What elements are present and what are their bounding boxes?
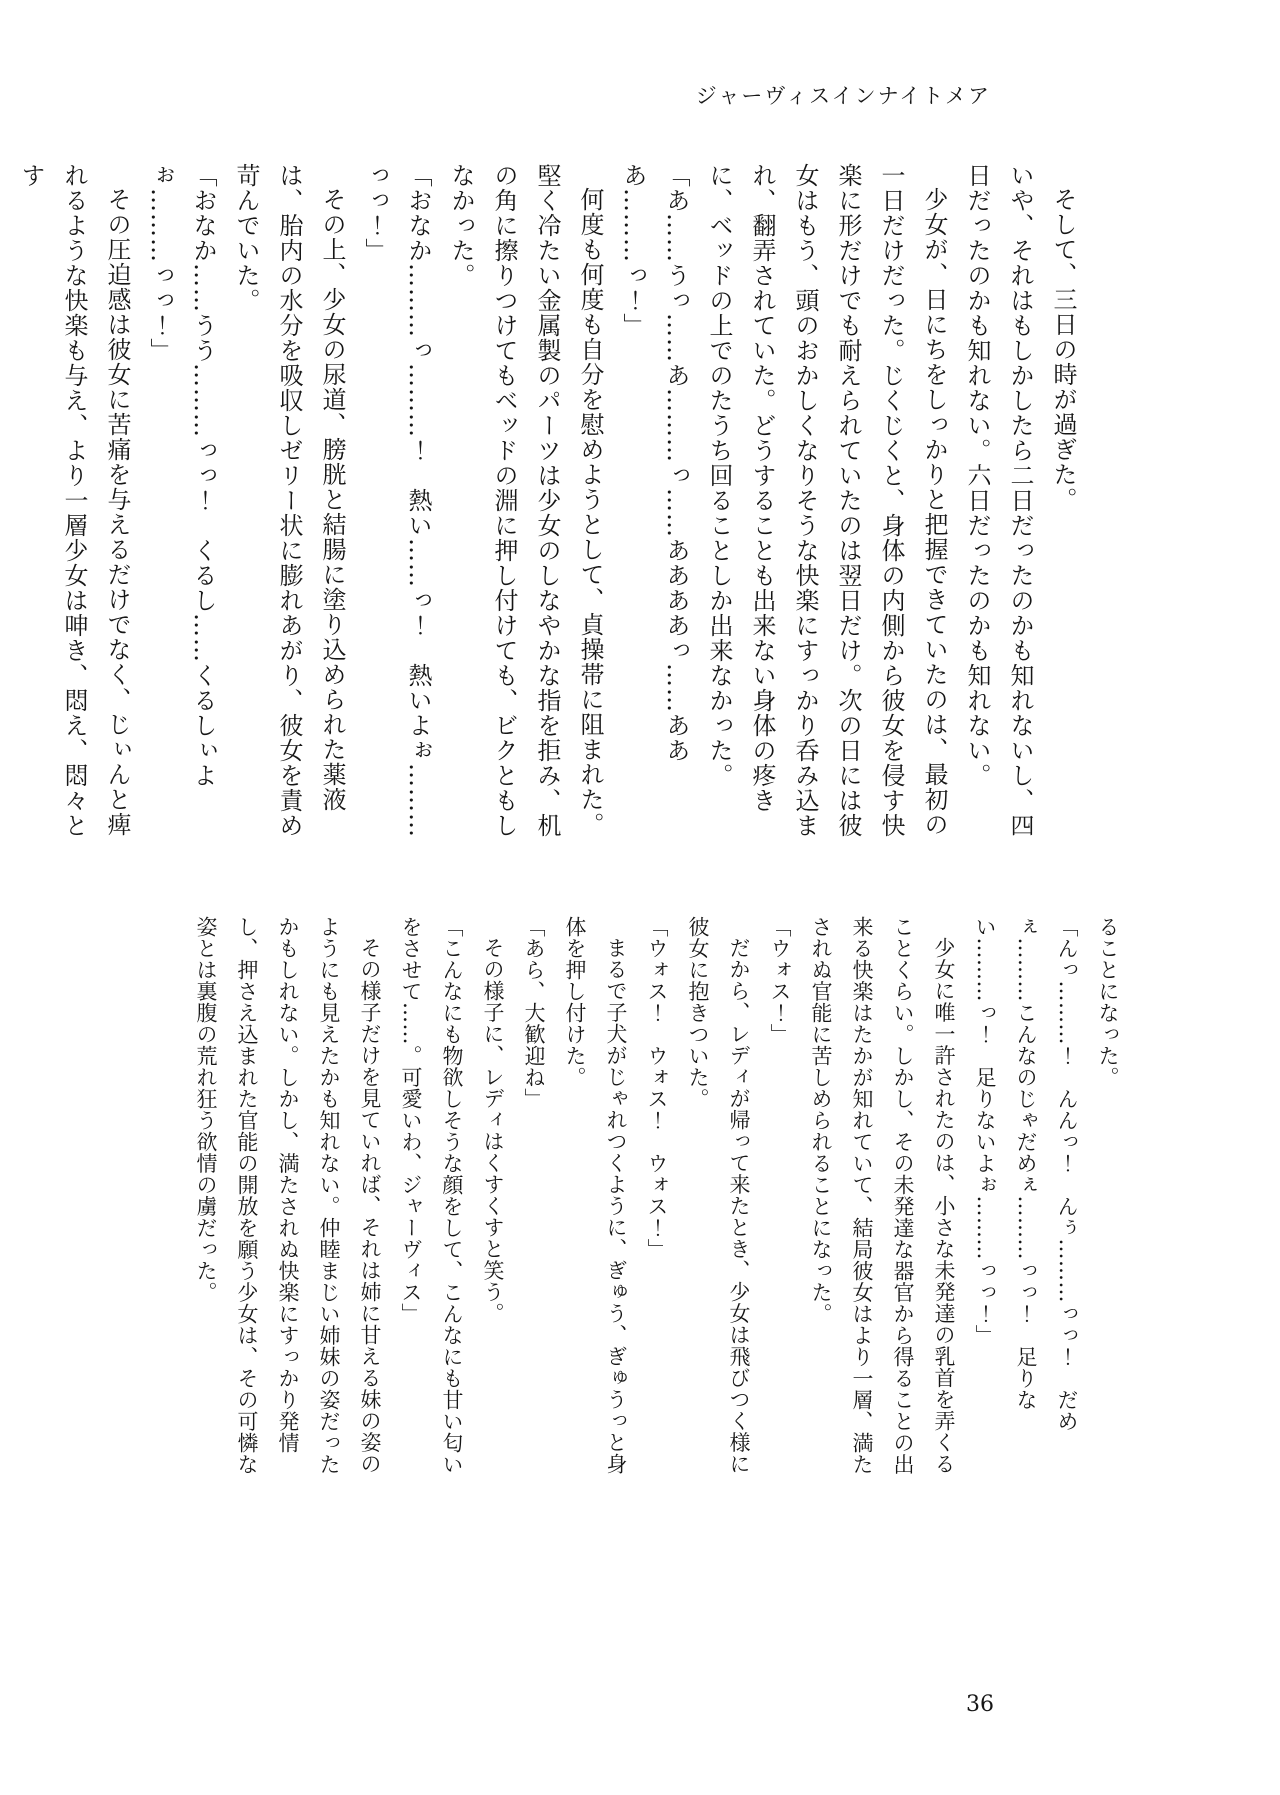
paragraph: いや、それはもしかしたら二日だったのかも知れないし、四日だったのかも知れない。六日だったのかも知れない。 (963, 163, 1034, 838)
paragraph: その圧迫感は彼女に苦痛を与えるだけでなく、じぃんと痺れるような快楽も与え、より一層少女は呻き、悶え、悶々とす (17, 163, 131, 838)
lower-text-block (153, 916, 1128, 1486)
paragraph: 「あ……うっ……あ………っ……ああああっ……あああ………っ！」 (619, 163, 690, 763)
paragraph: 「こんなにも物欲しそうな顔をして、こんなにも甘い匂いをさせて……。可愛いわ、ジャーヴィス」 (399, 916, 464, 1475)
running-header-title: ジャーヴィスインナイトメア (695, 84, 991, 108)
paragraph: 「ウォス！」 (768, 916, 792, 1045)
page-number: 36 (966, 1692, 994, 1717)
paragraph: 「ウォス！ ウォス！ ウォス！」 (645, 916, 669, 1260)
paragraph: そして、三日の時が過ぎた。 (1049, 187, 1077, 512)
paragraph: 「んっ………！ んんっ！ んぅ………っっ！ だめぇ………こんなのじゃだめぇ………っっ！ 足りない………っ！ 足りないよぉ………っっ！」 (973, 916, 1079, 1432)
paragraph: 何度も何度も自分を慰めようとして、貞操帯に阻まれた。堅く冷たい金属製のパーツは少女のしなやかな指を拒み、机の角に擦りつけてもベッドの淵に押し付けても、ビクともしなかった。 (447, 163, 604, 838)
paragraph: 「おなか……うう………っっ！ くるし……くるしぃよぉ………っっ！」 (146, 163, 217, 788)
paragraph: 少女が、日にちをしっかりと把握できていたのは、最初の一日だけだった。じくじくと、身体の内側から彼女を侵す快楽に形だけでも耐えられていたのは翌日だけ。次の日には彼女はもう、頭のおかしくなりそうな快楽にすっかり呑み込まれ、翻弄されていた。どうすることも出来ない身体の疼きに、ベッドの上でのたうち回ることしか出来なかった。 (705, 163, 948, 838)
paragraph: 「あら、大歓迎ね」 (522, 916, 546, 1110)
paragraph: その様子だけを見ていれば、それは姉に甘える妹の姿のようにも見えたかも知れない。仲睦まじい姉妹の姿だったかもしれない。しかし、満たされぬ快楽にすっかり発情し、押さえ込まれた官能の開放を願う少女は、その可憐な姿とは裏腹の荒れ狂う欲情の虜だった。 (194, 916, 382, 1475)
paragraph: その上、少女の尿道、膀胱と結腸に塗り込められた薬液は、胎内の水分を吸収しゼリー状に膨れあがり、彼女を責め苛んでいた。 (232, 163, 346, 838)
paragraph: 少女に唯一許されたのは、小さな未発達の乳首を弄くることくらい。しかし、その未発達な器官から得ることの出来る快楽はたかが知れていて、結局彼女はより一層、満たされぬ官能に苦しめられることになった。 (809, 916, 956, 1475)
paragraph: ることになった。 (1096, 916, 1120, 1088)
paragraph: その様子に、レディはくすくすと笑う。 (481, 937, 505, 1324)
upper-text-block (17, 163, 1084, 841)
paragraph: 「おなか………っ………！ 熱い……っ！ 熱いよぉ………っっ！」 (361, 163, 432, 838)
paragraph: だから、レディが帰って来たとき、少女は飛びつく様に彼女に抱きついた。 (686, 916, 751, 1475)
paragraph: まるで子犬がじゃれつくように、ぎゅう、ぎゅうっと身体を押し付けた。 (563, 916, 628, 1475)
